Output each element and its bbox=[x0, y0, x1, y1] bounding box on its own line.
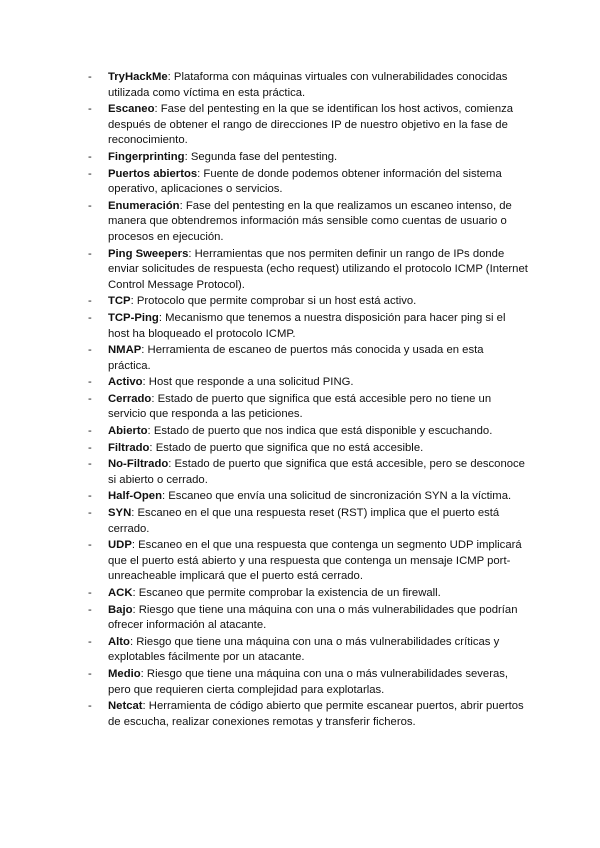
list-item bbox=[88, 667, 528, 698]
bullet-dash: - bbox=[88, 295, 92, 308]
glossary-list bbox=[88, 70, 528, 731]
definition-ping-sweepers: : Herramientas que nos permiten definir un rango de IPs donde enviar solicitudes de respuesta (echo request) utilizando el protocolo ICMP (Internet Control Message Protocol). bbox=[108, 247, 528, 291]
bullet-dash: - bbox=[88, 539, 92, 552]
term-alto: Alto bbox=[108, 635, 130, 648]
bullet-dash: - bbox=[88, 635, 92, 648]
bullet-dash: - bbox=[88, 167, 92, 180]
definition-nmap: : Herramienta de escaneo de puertos más conocida y usada en esta práctica. bbox=[108, 344, 484, 372]
list-item bbox=[88, 311, 528, 342]
bullet-dash: - bbox=[88, 507, 92, 520]
bullet-dash: - bbox=[88, 490, 92, 503]
definition-udp: : Escaneo en el que una respuesta que contenga un segmento UDP implicará que el puerto está abierto y una respuesta que contenga un mensaje ICMP port-unreacheable implicará que el puerto está cerrado. bbox=[108, 539, 522, 583]
bullet-dash: - bbox=[88, 458, 92, 471]
list-item bbox=[88, 343, 528, 374]
definition-no-filtrado: : Estado de puerto que significa que está accesible, pero se desconoce si abierto o cerrado. bbox=[108, 458, 525, 486]
term-ack: ACK bbox=[108, 587, 133, 599]
term-tcp-ping: TCP-Ping bbox=[108, 311, 159, 324]
bullet-dash: - bbox=[88, 103, 92, 116]
term-half-open: Half-Open bbox=[108, 490, 162, 503]
list-item bbox=[88, 150, 528, 166]
list-item bbox=[88, 506, 528, 537]
definition-medio: : Riesgo que tiene una máquina con una o más vulnerabilidades severas, pero que requieren cierta complejidad para explotarlas. bbox=[108, 667, 509, 696]
definition-ack: : Escaneo que permite comprobar la existencia de un firewall. bbox=[132, 587, 441, 599]
definition-syn: : Escaneo en el que una respuesta reset (RST) implica que el puerto está cerrado. bbox=[108, 507, 500, 535]
term-fingerprinting: Fingerprinting bbox=[108, 150, 185, 163]
term-medio: Medio bbox=[108, 667, 141, 680]
definition-netcat: : Herramienta de código abierto que permite escanear puertos, abrir puertos de escucha, realizar conexiones remotas y transferir ficheros. bbox=[108, 700, 524, 728]
bullet-dash: - bbox=[88, 199, 92, 212]
definition-fingerprinting: : Segunda fase del pentesting. bbox=[184, 150, 338, 163]
list-item bbox=[88, 441, 528, 457]
bullet-dash: - bbox=[88, 587, 92, 599]
definition-abierto: : Estado de puerto que nos indica que está disponible y escuchando. bbox=[147, 425, 493, 438]
term-no-filtrado: No-Filtrado bbox=[108, 458, 169, 471]
list-item bbox=[88, 635, 528, 666]
definition-tryhackme: : Plataforma con máquinas virtuales con vulnerabilidades conocidas utilizada como víctima en esta práctica. bbox=[108, 71, 508, 99]
list-item bbox=[88, 294, 528, 310]
term-cerrado: Cerrado bbox=[108, 392, 152, 405]
definition-bajo: : Riesgo que tiene una máquina con una o más vulnerabilidades que podrían ofrecer información al atacante. bbox=[108, 603, 518, 632]
bullet-dash: - bbox=[88, 150, 92, 163]
bullet-dash: - bbox=[88, 392, 92, 405]
bullet-dash: - bbox=[88, 603, 92, 616]
list-item bbox=[88, 392, 528, 423]
list-item bbox=[88, 603, 528, 634]
list-item bbox=[88, 167, 528, 198]
definition-enumeracion: : Fase del pentesting en la que realizamos un escaneo intenso, de manera que obtendremos información más sensible como cuentas de usuario o procesos en ejecución. bbox=[108, 199, 512, 243]
term-enumeracion: Enumeración bbox=[108, 199, 180, 212]
definition-puertos-abiertos: : Fuente de donde podemos obtener información del sistema operativo, aplicaciones o servicios. bbox=[108, 167, 502, 196]
bullet-dash: - bbox=[88, 376, 92, 389]
term-tryhackme: TryHackMe bbox=[108, 71, 168, 83]
definition-activo: : Host que responde a una solicitud PING. bbox=[142, 376, 354, 389]
term-filtrado: Filtrado bbox=[108, 441, 150, 454]
term-udp: UDP bbox=[108, 539, 132, 552]
list-item bbox=[88, 538, 528, 585]
definition-filtrado: : Estado de puerto que significa que no está accesible. bbox=[149, 441, 424, 454]
bullet-dash: - bbox=[88, 344, 92, 357]
bullet-dash: - bbox=[88, 311, 92, 324]
term-tcp: TCP bbox=[108, 295, 131, 308]
term-escaneo: Escaneo bbox=[108, 103, 155, 116]
definition-escaneo: : Fase del pentesting en la que se identifican los host activos, comienza después de obtener el rango de direcciones IP de nuestro objetivo en la fase de reconocimiento. bbox=[108, 103, 514, 147]
bullet-dash: - bbox=[88, 700, 92, 713]
term-nmap: NMAP bbox=[108, 344, 142, 357]
list-item bbox=[88, 586, 528, 602]
list-item bbox=[88, 102, 528, 149]
list-item bbox=[88, 489, 528, 505]
term-syn: SYN bbox=[108, 507, 132, 520]
term-bajo: Bajo bbox=[108, 603, 133, 616]
list-item bbox=[88, 375, 528, 391]
bullet-dash: - bbox=[88, 667, 92, 680]
term-abierto: Abierto bbox=[108, 425, 148, 438]
term-netcat: Netcat bbox=[108, 700, 143, 713]
list-item bbox=[88, 199, 528, 246]
term-puertos-abiertos: Puertos abiertos bbox=[108, 167, 198, 180]
term-ping-sweepers: Ping Sweepers bbox=[108, 247, 189, 260]
list-item bbox=[88, 247, 528, 294]
definition-cerrado: : Estado de puerto que significa que está accesible pero no tiene un servicio que responda a las peticiones. bbox=[108, 392, 492, 421]
term-activo: Activo bbox=[108, 376, 143, 389]
definition-alto: : Riesgo que tiene una máquina con una o más vulnerabilidades críticas y explotables fácilmente por un atacante. bbox=[108, 635, 500, 664]
definition-tcp: : Protocolo que permite comprobar si un host está activo. bbox=[130, 295, 417, 308]
list-item bbox=[88, 70, 528, 101]
list-item bbox=[88, 699, 528, 730]
list-item bbox=[88, 424, 528, 440]
definition-half-open: : Escaneo que envía una solicitud de sincronización SYN a la víctima. bbox=[161, 490, 512, 503]
bullet-dash: - bbox=[88, 425, 92, 438]
bullet-dash: - bbox=[88, 441, 92, 454]
bullet-dash: - bbox=[88, 71, 92, 83]
bullet-dash: - bbox=[88, 247, 92, 260]
definition-tcp-ping: : Mecanismo que tenemos a nuestra disposición para hacer ping si el host ha bloqueado el protocolo ICMP. bbox=[108, 311, 506, 340]
list-item bbox=[88, 457, 528, 488]
